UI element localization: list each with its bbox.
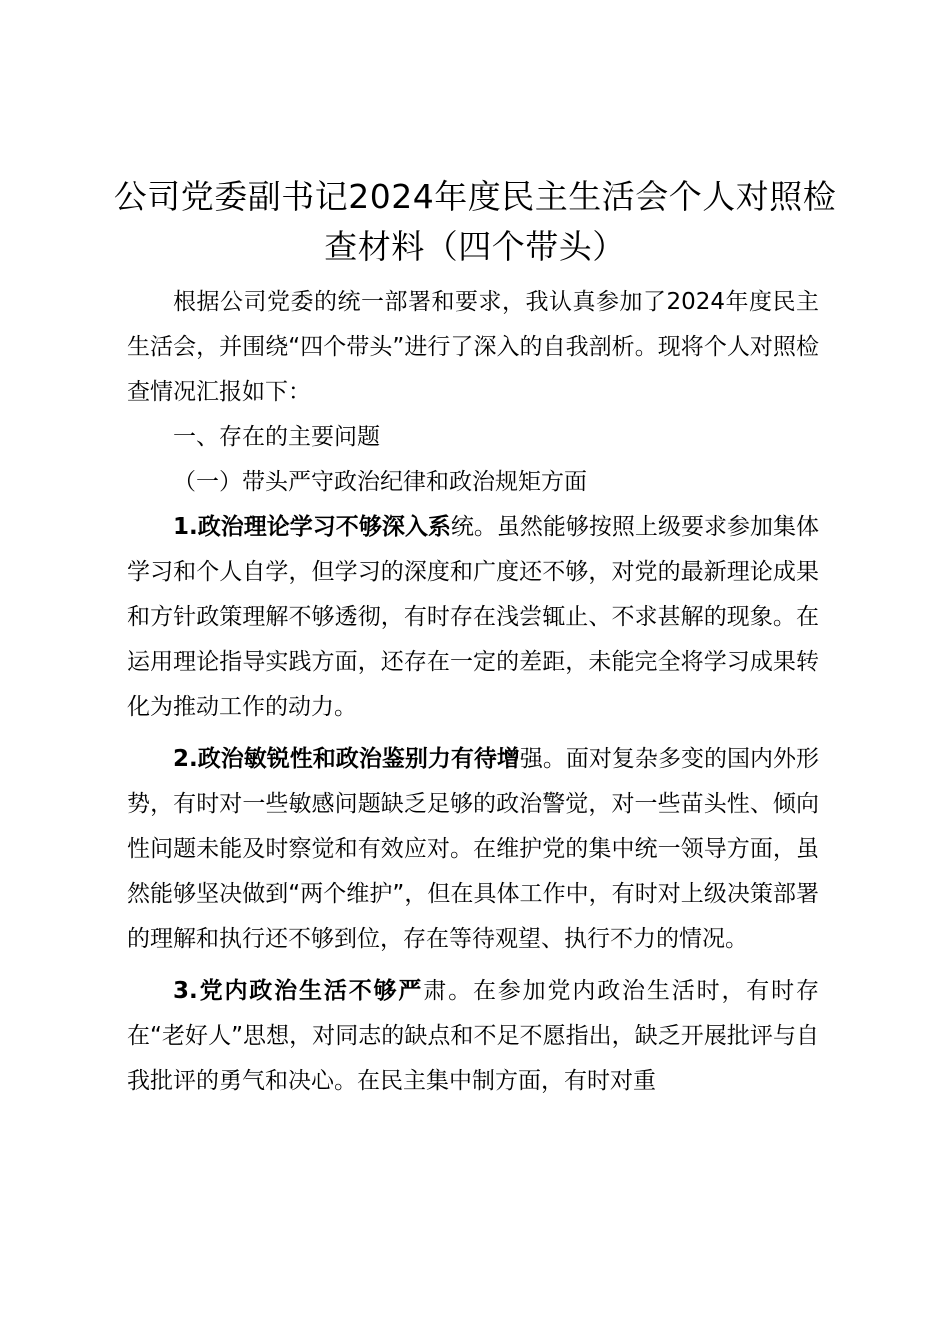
- item-text-2: 强。面对复杂多变的国内外形势，有时对一些敏感问题缺乏足够的政治警觉，对一些苗头性、倾向性问题未能及时察觉和有效应对。在维护党的集中统一领导方面，虽然能够坚决做到“两个维护”，但在具体工作中，有时对上级决策部署的理解和执行还不够到位，存在等待观望、执行不力的情况。: [127, 746, 820, 952]
- item-lead-1: 1.政治理论学习不够深入系: [173, 514, 451, 540]
- item-lead-2: 2.政治敏锐性和政治鉴别力有待增: [173, 746, 520, 772]
- item-text-1: 统。虽然能够按照上级要求参加集体学习和个人自学，但学习的深度和广度还不够，对党的最新理论成果和方针政策理解不够透彻，有时存在浅尝辄止、不求甚解的现象。在运用理论指导实践方面，还存在一定的差距，未能完全将学习成果转化为推动工作的动力。: [127, 514, 819, 720]
- subsection-heading: （一）带头严守政治纪律和政治规矩方面: [173, 469, 587, 495]
- document-title: 公司党委副书记2024年度民主生活会个人对照检查材料（四个带头）: [113, 177, 837, 266]
- item-paragraph-1: [127, 505, 819, 730]
- item-paragraph-3: [127, 969, 819, 1104]
- document-body: [127, 280, 819, 1104]
- section-heading: 一、存在的主要问题: [173, 424, 380, 450]
- item-lead-3: 3.党内政治生活不够严: [173, 978, 424, 1004]
- item-text-3: 肃。在参加党内政治生活时，有时存在“老好人”思想，对同志的缺点和不足不愿指出，缺乏开展批评与自我批评的勇气和决心。在民主集中制方面，有时对重: [127, 978, 820, 1094]
- item-paragraph-2: [127, 737, 819, 962]
- intro-paragraph: 根据公司党委的统一部署和要求，我认真参加了2024年度民主生活会，并围绕“四个带头”进行了深入的自我剖析。现将个人对照检查情况汇报如下：: [127, 289, 819, 405]
